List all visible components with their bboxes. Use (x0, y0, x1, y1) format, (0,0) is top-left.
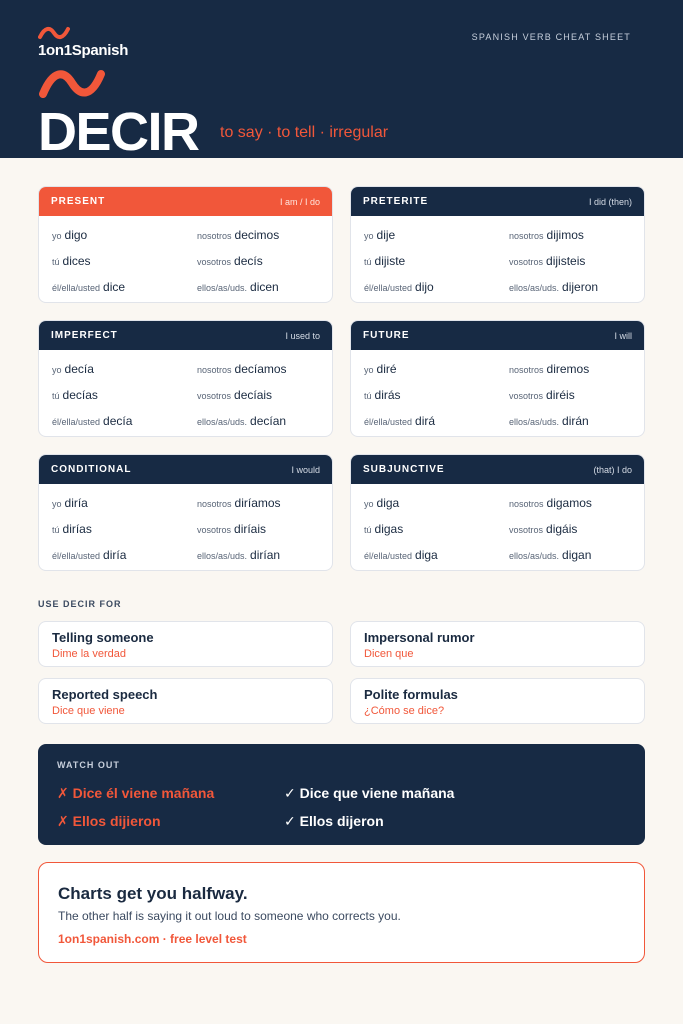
pronoun: él/ella/usted (52, 283, 101, 293)
verb-form: dijimos (546, 228, 584, 242)
conjugation-cell (197, 360, 287, 378)
pronoun: yo (52, 365, 62, 375)
pronoun: vosotros (197, 257, 232, 267)
pronoun: ellos/as/uds. (197, 283, 248, 293)
tense-gloss: I will (614, 330, 632, 341)
verb-form: diré (376, 362, 397, 376)
use-card (350, 621, 645, 667)
conjugation-cell (364, 360, 397, 378)
verb-form: dirías (62, 522, 92, 536)
conjugation-cell (52, 494, 88, 512)
conjugation-cell (364, 278, 434, 296)
pronoun: él/ella/usted (52, 551, 101, 561)
tense-card-header (351, 321, 644, 350)
conjugation-cell (509, 386, 575, 404)
verb-form: decía (64, 362, 94, 376)
conjugation-cell (52, 412, 132, 430)
use-example: Dime la verdad (52, 648, 126, 660)
pronoun: nosotros (197, 365, 232, 375)
use-card (350, 678, 645, 724)
verb-form: diga (415, 548, 438, 562)
tense-card-header (351, 455, 644, 484)
pronoun: él/ella/usted (364, 551, 413, 561)
tense-card-conditional (38, 454, 333, 571)
conjugation-cell (509, 226, 584, 244)
conjugation-cell (197, 386, 272, 404)
verb-form: decían (250, 414, 287, 428)
pronoun: nosotros (197, 499, 232, 509)
verb-form: dijisteis (546, 254, 586, 268)
conjugation-cell (52, 226, 87, 244)
pronoun: él/ella/usted (364, 283, 413, 293)
verb-form: diría (64, 496, 88, 510)
verb-form: digas (374, 522, 404, 536)
pronoun: yo (52, 231, 62, 241)
pronoun: nosotros (509, 231, 544, 241)
tense-name: SUBJUNCTIVE (363, 464, 445, 475)
pronoun: ellos/as/uds. (197, 417, 248, 427)
tense-card-future (350, 320, 645, 437)
brand-wave-icon (38, 26, 70, 40)
pronoun: vosotros (197, 525, 232, 535)
watch-right-1: ✓ Dice que viene mañana (284, 785, 455, 801)
pronoun: nosotros (509, 365, 544, 375)
wave-icon (38, 68, 106, 100)
conjugation-cell (197, 412, 286, 430)
cta-link[interactable]: 1on1spanish.com · free level test (58, 932, 247, 946)
verb-form: dirían (250, 548, 281, 562)
watch-wrong-2: ✗ Ellos dijieron (57, 813, 161, 829)
sheet-label: SPANISH VERB CHEAT SHEET (471, 32, 631, 42)
verb-form: digamos (546, 496, 592, 510)
pronoun: vosotros (509, 391, 544, 401)
verb-form: diremos (546, 362, 590, 376)
conjugation-cell (364, 546, 438, 564)
use-card (38, 621, 333, 667)
pronoun: tú (52, 391, 60, 401)
conjugation-cell (52, 252, 91, 270)
tense-card-header (39, 455, 332, 484)
pronoun: él/ella/usted (52, 417, 101, 427)
conjugation-cell (197, 546, 280, 564)
verb-form: dijeron (562, 280, 599, 294)
verb-form: diríais (234, 522, 267, 536)
conjugation-cell (197, 494, 281, 512)
verb-form: dicen (250, 280, 279, 294)
conjugation-cell (364, 520, 403, 538)
pronoun: él/ella/usted (364, 417, 413, 427)
conjugation-cell (509, 360, 589, 378)
watch-out-panel (38, 744, 645, 845)
conjugation-cell (197, 226, 279, 244)
verb-form: dirás (374, 388, 401, 402)
conjugation-cell (52, 278, 125, 296)
pronoun: tú (52, 257, 60, 267)
cta-text: The other half is saying it out loud to someone who corrects you. (58, 909, 401, 923)
pronoun: ellos/as/uds. (197, 551, 248, 561)
pronoun: ellos/as/uds. (509, 417, 560, 427)
tense-gloss: I used to (285, 330, 320, 341)
verb-form: dirán (562, 414, 589, 428)
pronoun: yo (52, 499, 62, 509)
tense-card-present (38, 186, 333, 303)
pronoun: tú (52, 525, 60, 535)
tense-card-preterite (350, 186, 645, 303)
tense-name: PRESENT (51, 196, 106, 207)
conjugation-cell (52, 386, 98, 404)
conjugation-cell (197, 520, 266, 538)
pronoun: tú (364, 391, 372, 401)
conjugation-cell (364, 494, 399, 512)
tense-gloss: I did (then) (588, 196, 632, 207)
tense-card-imperfect (38, 320, 333, 437)
pronoun: nosotros (197, 231, 232, 241)
conjugation-cell (364, 386, 401, 404)
verb-form: diríamos (234, 496, 281, 510)
verb-form: dice (103, 280, 126, 294)
conjugation-cell (197, 252, 263, 270)
verb-form: dije (376, 228, 396, 242)
conjugation-cell (509, 252, 585, 270)
verb-form: decías (62, 388, 98, 402)
watch-wrong-1: ✗ Dice él viene mañana (57, 785, 215, 801)
verb-form: diga (376, 496, 400, 510)
verb-form: dices (62, 254, 91, 268)
conjugation-cell (364, 412, 435, 430)
pronoun: ellos/as/uds. (509, 551, 560, 561)
verb-form: diréis (546, 388, 575, 402)
pronoun: vosotros (197, 391, 232, 401)
cta-title: Charts get you halfway. (58, 884, 248, 903)
use-example: Dice que viene (52, 705, 125, 717)
use-example: ¿Cómo se dice? (364, 705, 445, 717)
pronoun: nosotros (509, 499, 544, 509)
verb-form: digo (64, 228, 88, 242)
verb-form: diría (103, 548, 127, 562)
tense-gloss: I am / I do (279, 196, 320, 207)
verb-form: decimos (234, 228, 280, 242)
watch-right-2: ✓ Ellos dijeron (284, 813, 384, 829)
verb-meaning: to say · to tell · irregular (220, 124, 389, 141)
uses-section-label: USE DECIR FOR (38, 599, 122, 609)
tense-card-header (39, 321, 332, 350)
verb-form: decía (103, 414, 133, 428)
verb-form: dijo (415, 280, 434, 294)
pronoun: tú (364, 257, 372, 267)
use-title: Reported speech (52, 687, 158, 702)
verb-form: decíamos (234, 362, 287, 376)
use-card (38, 678, 333, 724)
pronoun: tú (364, 525, 372, 535)
verb-form: digan (562, 548, 592, 562)
conjugation-cell (52, 546, 126, 564)
pronoun: ellos/as/uds. (509, 283, 560, 293)
tense-name: FUTURE (363, 330, 410, 341)
tense-card-subjunctive (350, 454, 645, 571)
pronoun: yo (364, 499, 374, 509)
conjugation-cell (364, 226, 395, 244)
pronoun: yo (364, 231, 374, 241)
conjugation-cell (509, 494, 592, 512)
cta-box (38, 862, 645, 963)
use-title: Telling someone (52, 630, 154, 645)
tense-gloss: (that) I do (593, 464, 632, 475)
tense-name: IMPERFECT (51, 330, 118, 341)
pronoun: vosotros (509, 525, 544, 535)
tense-card-header (351, 187, 644, 216)
tense-name: CONDITIONAL (51, 464, 132, 475)
verb-form: digáis (546, 522, 578, 536)
verb-form: dijiste (374, 254, 406, 268)
pronoun: vosotros (509, 257, 544, 267)
use-title: Impersonal rumor (364, 630, 475, 645)
conjugation-cell (509, 412, 589, 430)
conjugation-cell (364, 252, 405, 270)
verb-form: decís (234, 254, 263, 268)
verb-title: DECIR (38, 102, 199, 162)
conjugation-cell (509, 546, 591, 564)
conjugation-cell (52, 520, 92, 538)
watch-out-label: WATCH OUT (57, 760, 120, 770)
brand-logo[interactable]: 1on1Spanish (38, 42, 129, 59)
use-title: Polite formulas (364, 687, 458, 702)
tense-card-header (39, 187, 332, 216)
conjugation-cell (509, 520, 577, 538)
header (0, 0, 683, 162)
conjugation-cell (52, 360, 94, 378)
conjugation-cell (197, 278, 279, 296)
tense-name: PRETERITE (363, 196, 429, 207)
conjugation-cell (509, 278, 598, 296)
verb-form: decíais (234, 388, 273, 402)
tense-gloss: I would (291, 464, 320, 475)
use-example: Dicen que (364, 648, 414, 660)
verb-form: dirá (415, 414, 436, 428)
pronoun: yo (364, 365, 374, 375)
